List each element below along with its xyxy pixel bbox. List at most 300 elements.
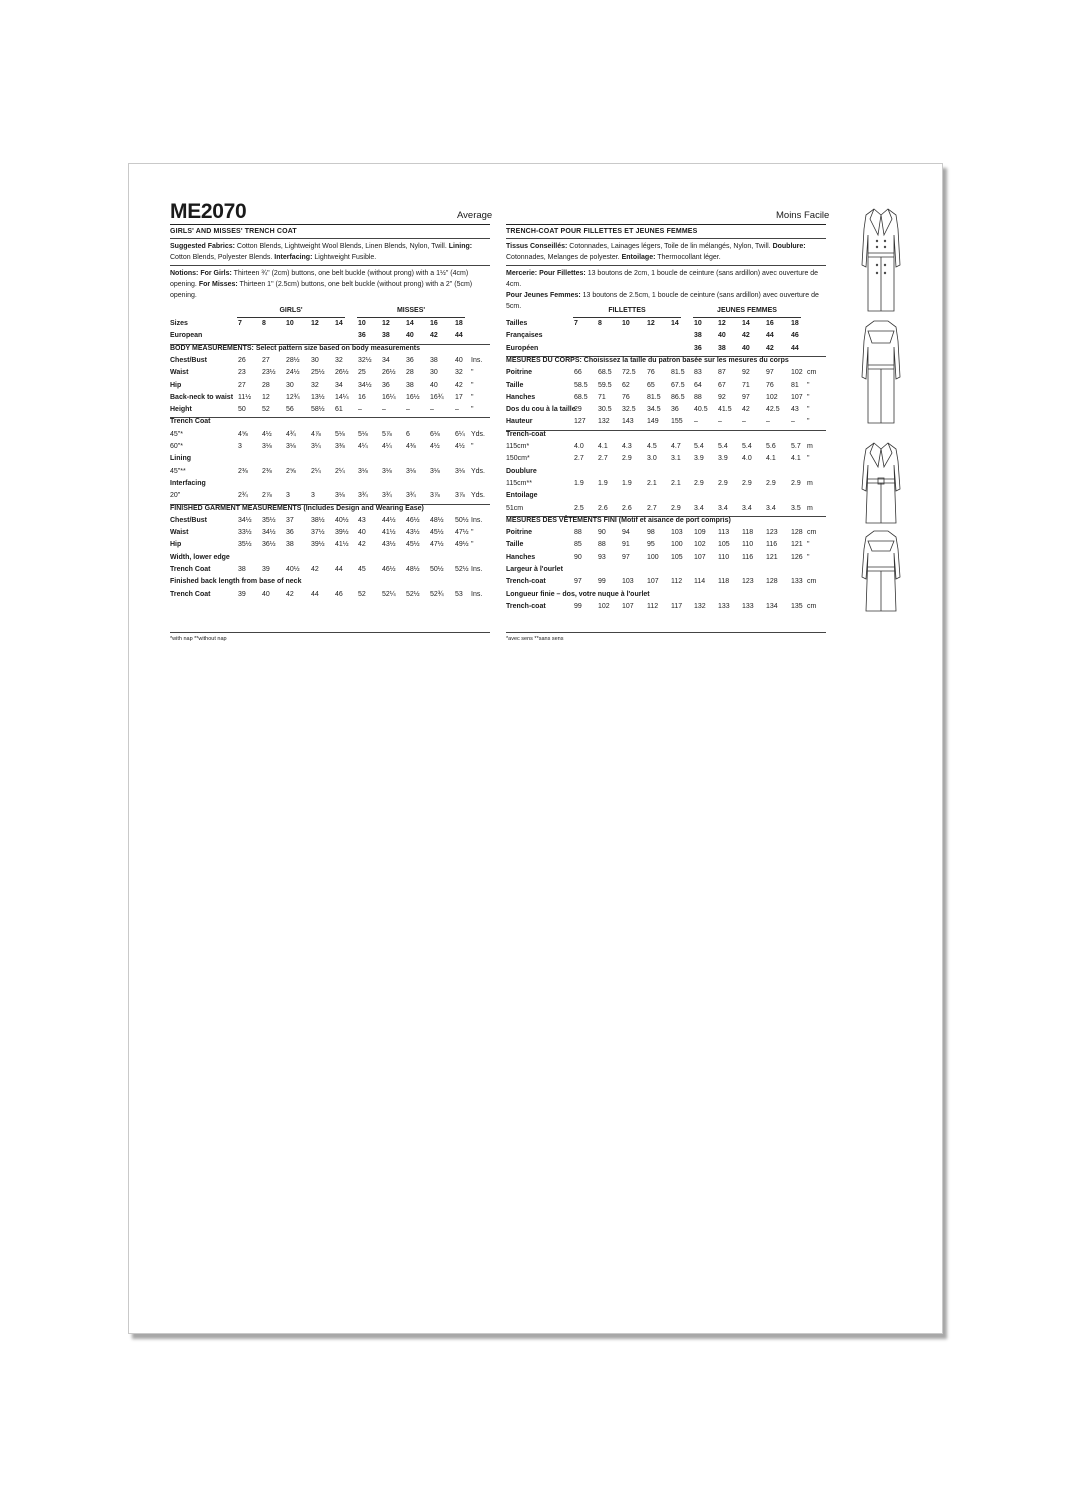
row-value: 2.7 [647, 504, 657, 512]
row-unit: " [807, 418, 810, 426]
row-label: Waist [170, 369, 189, 377]
row-value: 40 [406, 332, 414, 340]
row-value: 43½ [406, 529, 420, 537]
row-label: Trench Coat [170, 590, 211, 598]
row-label: Waist [170, 529, 189, 537]
row-value: 43 [791, 406, 799, 414]
trench-coat-front-view-icon [852, 205, 910, 315]
row-value: 50 [238, 406, 246, 414]
row-value: 4¼ [358, 443, 368, 450]
row-value: 37 [286, 516, 294, 524]
section-heading [170, 345, 490, 356]
section-heading-text: Entoilage [506, 492, 538, 500]
row-value: 3⅜ [335, 443, 345, 450]
section-heading [170, 578, 490, 589]
row-value: 85 [574, 541, 582, 549]
row-value: – [455, 406, 459, 414]
row-value: 112 [671, 578, 683, 586]
row-value: 126 [791, 553, 803, 561]
row-unit: " [807, 393, 810, 401]
row-unit: cm [807, 602, 817, 610]
row-label: Taille [506, 381, 524, 389]
row-value: 48½ [406, 566, 420, 573]
row-value: 65 [647, 381, 655, 389]
measurement-row [506, 394, 826, 405]
row-value: 3.9 [694, 455, 704, 463]
row-value: 88 [598, 541, 606, 549]
row-unit: " [807, 455, 810, 463]
section-heading-text: Trench-coat [506, 430, 546, 438]
row-value: 3⅛ [286, 443, 296, 450]
row-value: 6¼ [455, 430, 465, 438]
row-value: 99 [574, 602, 582, 610]
row-value: 133 [791, 578, 803, 586]
row-value: 113 [718, 529, 730, 537]
row-value: 61 [335, 406, 343, 414]
row-label: Trench Coat [170, 566, 211, 573]
row-value: – [694, 418, 698, 426]
row-value: 3.0 [647, 455, 657, 463]
row-value: 26½ [335, 369, 349, 377]
row-value: 107 [791, 393, 803, 401]
row-value: 4⅜ [406, 443, 416, 450]
row-value: 132 [694, 602, 706, 610]
row-value: 38 [694, 332, 702, 340]
measurement-row [506, 603, 826, 614]
row-label: Back-neck to waist [170, 393, 234, 401]
row-value: 4⅞ [311, 430, 321, 438]
row-value: 100 [671, 541, 683, 549]
row-value: 88 [574, 529, 582, 537]
row-value: 81 [791, 381, 799, 389]
row-value: 81.5 [647, 393, 661, 401]
row-value: 99 [598, 578, 606, 586]
row-value: 38 [718, 344, 726, 352]
row-value: 2⅝ [286, 467, 296, 475]
pattern-code: ME2070 [170, 200, 247, 223]
row-value: 3⅞ [455, 492, 465, 500]
row-value: 40 [455, 356, 463, 364]
row-value: 68.5 [574, 393, 588, 401]
row-value: 2.9 [671, 504, 681, 512]
measurement-row [170, 369, 490, 380]
row-value: 30.5 [598, 406, 612, 414]
row-value: 67 [718, 381, 726, 389]
row-value: 121 [766, 553, 778, 561]
row-value: 28½ [286, 356, 300, 364]
row-value: 44 [455, 332, 463, 340]
row-value: 6 [406, 430, 410, 438]
row-value: 30 [430, 369, 438, 377]
row-value: 4.5 [647, 443, 657, 450]
measurement-row [506, 578, 826, 589]
row-value: 3¼ [311, 443, 321, 450]
row-value: 43 [358, 516, 366, 524]
notions-paragraph-fr: Mercerie: Pour Fillettes: 13 boutons de 2cm, 1 boucle de ceinture (sans ardillon) avec ouverture de 4cm. Pour Jeunes Femmes: 13 boutons de 2.5cm, 1 boucle de ceinture (sans ardillon) avec ouverture de 5cm. [506, 270, 819, 310]
row-label: Européen [506, 344, 539, 352]
row-value: 4.0 [574, 443, 584, 450]
row-value: 12 [311, 320, 319, 327]
row-value: 3⅛ [335, 492, 345, 500]
row-value: 2.5 [574, 504, 584, 512]
row-value: 5.6 [766, 443, 776, 450]
row-label: Hip [170, 381, 182, 389]
size-group-jeunes-femmes: JEUNES FEMMES [693, 307, 801, 318]
row-value: 52 [358, 590, 366, 598]
row-value: 67.5 [671, 381, 685, 389]
row-value: 7 [574, 320, 578, 327]
row-value: 143 [622, 418, 634, 426]
row-value: 42.5 [766, 406, 780, 414]
fabrics-paragraph: Suggested Fabrics: Cotton Blends, Lightweight Wool Blends, Linen Blends, Nylon, Twill. Lining: Cotton Blends, Polyester Blends. Interfacing: Lightweight Fusible. [170, 243, 473, 261]
row-value: 76 [766, 381, 774, 389]
row-value: 110 [718, 553, 730, 561]
row-unit: cm [807, 369, 817, 377]
row-value: 2.9 [718, 479, 728, 487]
row-value: 14 [671, 320, 679, 327]
row-value: 116 [742, 553, 754, 561]
row-value: 38½ [311, 516, 325, 524]
row-value: 4.1 [766, 455, 776, 463]
row-value: 11½ [238, 393, 252, 401]
row-value: 4⅝ [238, 430, 248, 438]
size-group-girls: GIRLS' [237, 307, 345, 318]
size-group-fillettes: FILLETTES [573, 307, 681, 318]
row-value: – [430, 406, 434, 414]
row-unit: Ins. [471, 590, 483, 598]
measurement-row [170, 443, 490, 454]
row-value: 97 [622, 553, 630, 561]
row-value: 44 [791, 344, 799, 352]
row-value: 36 [694, 344, 702, 352]
section-heading-text: Finished back length from base of neck [170, 578, 302, 586]
row-value: 105 [671, 553, 683, 561]
row-value: 32 [335, 356, 343, 364]
measurement-row [170, 541, 490, 552]
section-heading [506, 566, 826, 577]
row-value: 16 [358, 393, 366, 401]
row-value: 5⅛ [335, 430, 345, 438]
row-value: 45½ [406, 541, 420, 549]
row-value: 26½ [382, 369, 396, 377]
row-label: Hauteur [506, 418, 533, 426]
row-value: 3⅛ [382, 467, 392, 475]
row-label: 20" [170, 492, 181, 500]
row-value: 123 [766, 529, 778, 537]
section-heading [506, 591, 826, 602]
row-value: 4½ [262, 430, 272, 438]
pattern-title-fr: TRENCH-COAT POUR FILLETTES ET JEUNES FEMMES [506, 228, 698, 235]
row-value: 32 [311, 381, 319, 389]
row-value: 42 [742, 332, 750, 340]
row-value: 5.4 [694, 443, 704, 450]
row-value: 95 [647, 541, 655, 549]
row-unit: Yds. [471, 430, 486, 438]
measurement-row [170, 320, 490, 331]
row-value: 34½ [238, 516, 252, 524]
row-unit: Yds. [471, 467, 486, 475]
row-value: 3⅛ [455, 467, 465, 475]
row-value: 97 [766, 369, 774, 377]
measurement-row [170, 566, 490, 577]
row-value: 3⅞ [430, 492, 440, 500]
row-label: Dos du cou à la taille [506, 406, 576, 414]
row-value: 1.9 [598, 479, 608, 487]
row-value: 52¼ [382, 590, 396, 598]
measurement-row [506, 418, 826, 429]
row-value: 30 [286, 381, 294, 389]
row-label: Poitrine [506, 529, 533, 537]
row-value: 3.1 [671, 455, 681, 463]
row-unit: Ins. [471, 356, 483, 364]
row-value: 3 [238, 443, 242, 450]
row-value: 66 [574, 369, 582, 377]
row-value: 38 [430, 356, 438, 364]
row-value: 14 [742, 320, 750, 327]
section-heading-text: Lining [170, 455, 191, 463]
row-value: 2.7 [574, 455, 584, 463]
row-value: 36½ [262, 541, 276, 549]
row-value: 50½ [430, 566, 444, 573]
row-value: 64 [694, 381, 702, 389]
pattern-title: GIRLS' AND MISSES' TRENCH COAT [170, 228, 297, 235]
row-value: 12 [718, 320, 726, 327]
row-value: 29 [574, 406, 582, 414]
row-unit: Ins. [471, 516, 483, 524]
row-value: 105 [718, 541, 730, 549]
measurement-row [170, 431, 490, 442]
row-value: 44 [335, 566, 343, 573]
row-value: 33½ [238, 529, 252, 537]
row-label: Tailles [506, 320, 528, 327]
row-unit: cm [807, 578, 817, 586]
row-value: 36 [286, 529, 294, 537]
row-value: 42 [766, 344, 774, 352]
row-value: 3¾ [406, 492, 416, 500]
row-value: 88 [694, 393, 702, 401]
row-unit: " [471, 541, 474, 549]
row-value: 48½ [430, 516, 444, 524]
measurement-row [170, 492, 490, 503]
row-value: 94 [622, 529, 630, 537]
row-value: 28 [262, 381, 270, 389]
row-unit: " [471, 393, 474, 401]
difficulty-level-fr: Moins Facile [776, 210, 830, 221]
row-value: 41.5 [718, 406, 732, 414]
row-unit: " [471, 369, 474, 377]
row-value: 38 [286, 541, 294, 549]
row-value: 2.6 [622, 504, 632, 512]
row-value: 83 [694, 369, 702, 377]
row-value: 42 [455, 381, 463, 389]
trench-coat-belted-back-view-icon [852, 527, 910, 615]
row-value: 4½ [455, 443, 465, 450]
row-value: 3¾ [382, 492, 392, 500]
row-unit: " [471, 529, 474, 537]
row-unit: " [471, 406, 474, 414]
row-value: 23½ [262, 369, 276, 377]
row-label: Taille [506, 541, 524, 549]
row-value: 40½ [286, 566, 300, 573]
row-value: 34 [382, 356, 390, 364]
row-value: 8 [262, 320, 266, 327]
section-heading-text: Longueur finie – dos, votre nuque à l'ourlet [506, 590, 650, 598]
row-value: 46 [791, 332, 799, 340]
row-value: – [358, 406, 362, 414]
measurement-row [506, 554, 826, 565]
row-value: 127 [574, 418, 586, 426]
section-heading [170, 455, 490, 466]
row-value: 24½ [286, 369, 300, 377]
row-value: 2.6 [598, 504, 608, 512]
row-value: – [718, 418, 722, 426]
row-value: 3⅛ [262, 443, 272, 450]
row-value: 42 [286, 590, 294, 598]
pattern-envelope-back [128, 163, 943, 1334]
row-value: 46½ [406, 516, 420, 524]
row-value: 72.5 [622, 369, 636, 377]
measurement-row [170, 406, 490, 417]
row-value: 5.4 [742, 443, 752, 450]
row-label: Trench-coat [506, 578, 546, 586]
row-value: 39½ [335, 529, 349, 537]
row-value: 2.7 [598, 455, 608, 463]
row-value: 39 [238, 590, 246, 598]
row-value: 38 [382, 332, 390, 340]
measurement-row [506, 382, 826, 393]
row-value: 4½ [430, 443, 440, 450]
row-value: 118 [718, 578, 730, 586]
row-value: 2.9 [791, 479, 801, 487]
row-label: 51cm [506, 504, 524, 512]
row-unit: " [807, 381, 810, 389]
row-value: 40 [430, 381, 438, 389]
row-value: 3¾ [358, 492, 368, 500]
row-value: 38 [406, 381, 414, 389]
row-value: 2¼ [335, 467, 345, 475]
row-value: 116 [766, 541, 778, 549]
row-value: 114 [694, 578, 706, 586]
row-value: 92 [742, 369, 750, 377]
trench-coat-back-view-icon [852, 317, 910, 427]
row-value: 112 [647, 602, 659, 610]
row-value: 39½ [311, 541, 325, 549]
row-unit: m [807, 504, 813, 512]
row-value: 44½ [382, 516, 396, 524]
measurement-row [170, 529, 490, 540]
row-value: 32½ [358, 356, 372, 364]
row-value: 97 [742, 393, 750, 401]
row-value: 5⅛ [358, 430, 368, 438]
row-value: 2.9 [694, 479, 704, 487]
measurement-row [506, 320, 826, 331]
row-value: 118 [742, 529, 754, 537]
footnote-en: *with nap **without nap [170, 636, 227, 642]
row-label: 115cm** [506, 479, 532, 487]
section-heading-text: MESURES DU CORPS: Choisissez la taille du patron basée sur les mesures du corps [506, 356, 789, 364]
row-value: 47½ [430, 541, 444, 549]
measurement-row [506, 541, 826, 552]
row-value: 46½ [382, 566, 396, 573]
row-value: 34½ [262, 529, 276, 537]
row-value: 7 [238, 320, 242, 327]
row-value: 109 [694, 529, 706, 537]
row-value: 97 [574, 578, 582, 586]
row-value: 100 [647, 553, 659, 561]
row-value: 2¼ [311, 467, 321, 475]
row-value: 123 [742, 578, 754, 586]
row-value: 3⅛ [430, 467, 440, 475]
row-value: 3⅛ [358, 467, 368, 475]
row-unit: " [807, 406, 810, 414]
row-value: 71 [742, 381, 750, 389]
notions-paragraph: Notions: For Girls: Thirteen ¾" (2cm) buttons, one belt buckle (without prong) with a 1½" (4cm) opening. For Misses: Thirteen 1" (2.5cm) buttons, one belt buckle (without prong) with a 2" (5cm) opening. [170, 270, 473, 299]
row-value: 5⅞ [382, 430, 392, 438]
section-heading [170, 554, 490, 565]
row-label: 115cm* [506, 443, 530, 450]
row-value: 38 [238, 566, 246, 573]
row-unit: Ins. [471, 566, 483, 573]
row-value: 1.9 [574, 479, 584, 487]
row-value: 59.5 [598, 381, 612, 389]
row-value: 43½ [382, 541, 396, 549]
fabrics-paragraph-fr: Tissus Conseillés: Cotonnades, Lainages légers, Toile de lin mélangés, Nylon, Twill. Doublure: Cotonnades, Melanges de polyester. Entoilage: Thermocollant léger. [506, 243, 806, 261]
row-unit: m [807, 479, 813, 487]
section-heading [506, 517, 826, 528]
row-value: 40 [358, 529, 366, 537]
row-value: 86.5 [671, 393, 685, 401]
section-heading [170, 418, 490, 429]
row-value: 14¼ [335, 393, 349, 401]
row-value: 27 [262, 356, 270, 364]
trench-coat-belted-front-view-icon [852, 439, 910, 527]
row-value: – [791, 418, 795, 426]
row-value: 128 [791, 529, 803, 537]
row-value: 76 [647, 369, 655, 377]
row-value: 47½ [455, 529, 469, 537]
row-value: 103 [671, 529, 683, 537]
section-heading [506, 468, 826, 479]
row-value: 25½ [311, 369, 325, 377]
row-value: 34.5 [647, 406, 661, 414]
footnote-fr: *avec sens **sans sens [506, 636, 564, 642]
row-value: 133 [742, 602, 754, 610]
row-value: 40 [742, 344, 750, 352]
row-value: 102 [694, 541, 706, 549]
section-heading-text: Largeur à l'ourlet [506, 566, 563, 573]
row-value: 40 [718, 332, 726, 340]
row-value: 2.9 [766, 479, 776, 487]
row-value: 34 [335, 381, 343, 389]
row-label: Hanches [506, 393, 536, 401]
row-value: 2⅜ [262, 467, 272, 475]
row-value: 18 [455, 320, 463, 327]
measurement-row [170, 332, 490, 343]
row-value: 50½ [455, 516, 469, 524]
row-value: 46 [335, 590, 343, 598]
row-value: 44 [766, 332, 774, 340]
measurement-row [170, 357, 490, 368]
row-value: 40½ [335, 516, 349, 524]
measurement-row [170, 591, 490, 602]
section-heading [170, 505, 490, 516]
row-value: 4¾ [286, 430, 296, 438]
row-value: 102 [766, 393, 778, 401]
measurement-row [506, 369, 826, 380]
row-value: 58.5 [574, 381, 588, 389]
row-value: – [742, 418, 746, 426]
row-value: 10 [694, 320, 702, 327]
